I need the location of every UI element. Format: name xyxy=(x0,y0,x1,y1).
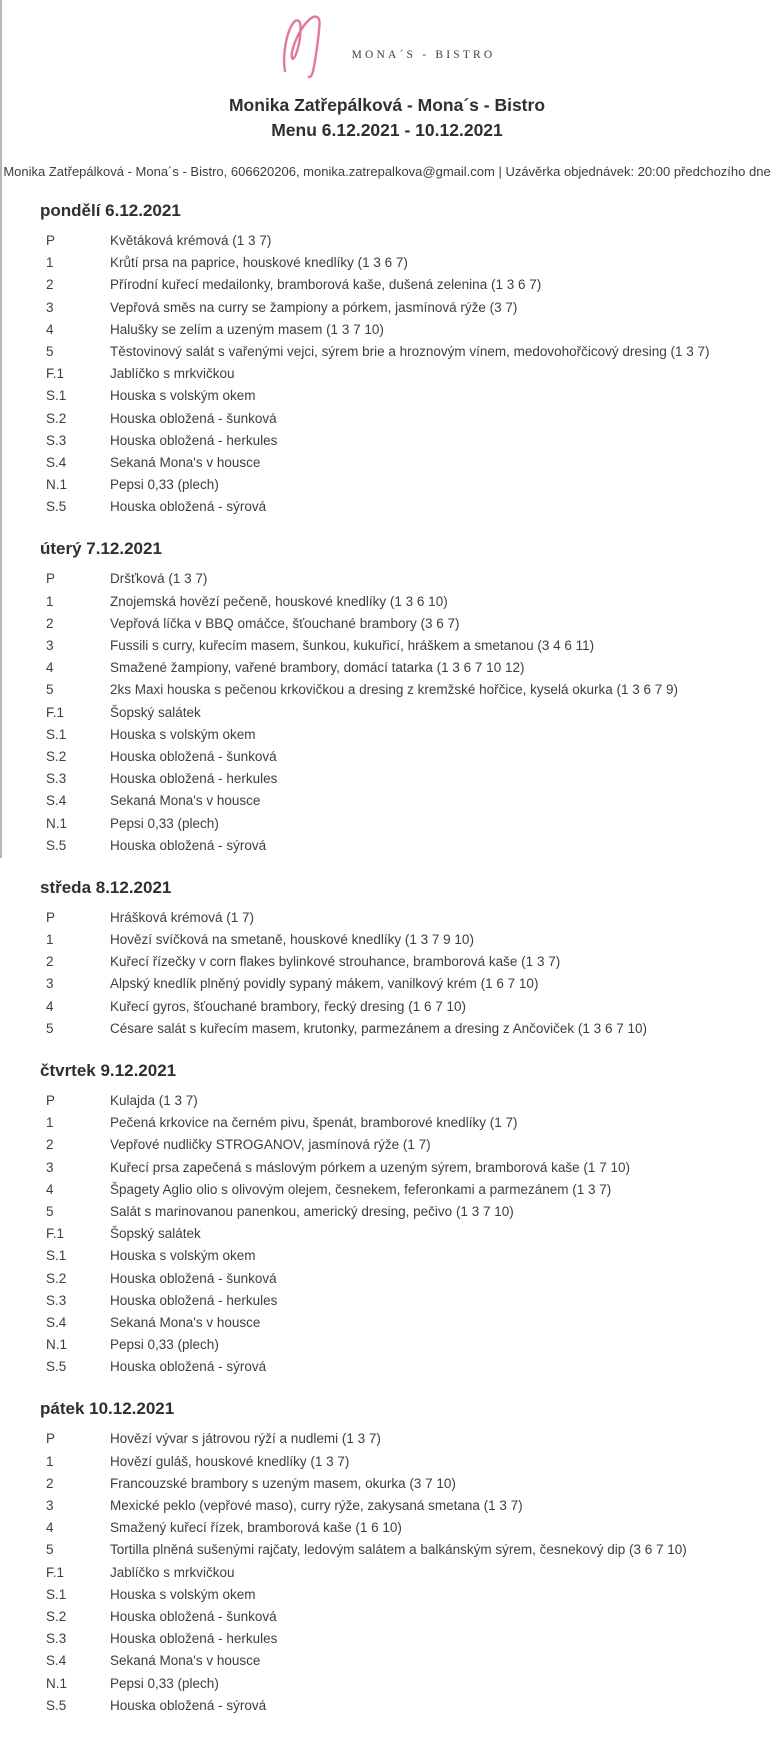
item-code: 5 xyxy=(46,1020,54,1036)
day-heading: čtvrtek 9.12.2021 xyxy=(40,1061,177,1080)
item-code: 3 xyxy=(46,638,54,653)
menu-row xyxy=(46,430,774,452)
item-text: Sekaná Mona's v housce xyxy=(110,1653,261,1669)
menu-row xyxy=(46,591,774,613)
menu-row xyxy=(46,1539,774,1561)
item-text: Houska s volským okem xyxy=(110,726,256,742)
menu-row xyxy=(46,1201,774,1223)
item-text: Hovězí vývar s játrovou rýží a nudlemi (1 3 7) xyxy=(110,1431,381,1447)
menu-row xyxy=(46,996,774,1018)
menu-row xyxy=(46,635,774,657)
item-code: 2 xyxy=(46,1137,54,1153)
item-text: Houska obložená - herkules xyxy=(110,1631,278,1647)
day-rows xyxy=(0,1090,774,1378)
item-text: Sekaná Mona's v housce xyxy=(110,1314,261,1330)
menu-row xyxy=(46,363,774,385)
item-text: Houska obložená - šunková xyxy=(110,748,277,764)
item-code: 4 xyxy=(46,1181,54,1197)
item-code: 3 xyxy=(46,1159,54,1175)
item-text: Květáková krémová (1 3 7) xyxy=(110,233,272,248)
item-text: Houska obložená - sýrová xyxy=(110,1697,267,1713)
item-code: S.5 xyxy=(46,499,67,515)
day-heading: úterý 7.12.2021 xyxy=(40,539,162,559)
header xyxy=(0,0,774,180)
item-text: Houska obložená - sýrová xyxy=(110,1359,267,1375)
item-code: P xyxy=(46,571,56,587)
item-code: S.4 xyxy=(46,1314,67,1330)
item-text: Šopský salátek xyxy=(110,704,201,720)
item-text: Houska obložená - sýrová xyxy=(110,499,267,515)
menu-row xyxy=(46,1312,774,1334)
item-code: 5 xyxy=(46,1542,54,1558)
menu-row xyxy=(46,657,774,679)
menu-row xyxy=(46,790,774,812)
item-text: Houska obložená - šunková xyxy=(110,410,277,426)
menu-row xyxy=(46,835,774,857)
item-code: 2 xyxy=(46,277,54,293)
item-text: Halušky se zelím a uzeným masem (1 3 7 10) xyxy=(110,321,384,337)
menu-row xyxy=(46,1334,774,1356)
item-text: Vepřová směs na curry se žampiony a pórkem, jasmínová rýže (3 7) xyxy=(110,299,518,315)
item-text: Houska s volským okem xyxy=(110,1586,256,1602)
logo-wordmark: MONA´S - BISTRO xyxy=(351,49,496,61)
item-text: Kuřecí gyros, šťouchané brambory, řecký dresing (1 6 7 10) xyxy=(110,998,466,1014)
item-code: 3 xyxy=(46,299,54,315)
menu-row xyxy=(46,1495,774,1517)
day-section xyxy=(0,1398,774,1716)
item-text: Pepsi 0,33 (plech) xyxy=(110,477,219,493)
item-code: P xyxy=(46,1093,56,1108)
item-text: Salát s marinovanou panenkou, americký dresing, pečivo (1 3 7 10) xyxy=(110,1203,514,1219)
menu-row xyxy=(46,1290,774,1312)
item-text: Smažené žampiony, vařené brambory, domácí tatarka (1 3 6 7 10 12) xyxy=(110,660,525,676)
item-text: Alpský knedlík plněný povidly sypaný mákem, vanilkový krém (1 6 7 10) xyxy=(110,976,539,992)
item-code: S.3 xyxy=(46,1292,67,1308)
item-text: Hrášková krémová (1 7) xyxy=(110,909,255,925)
page-title: Monika Zatřepálková - Mona´s - Bistro xyxy=(228,95,546,115)
day-rows xyxy=(0,1428,774,1716)
item-text: Jablíčko s mrkvičkou xyxy=(110,366,235,382)
item-text: Houska obložená - šunková xyxy=(110,1608,277,1624)
contact-line: Monika Zatřepálková - Mona´s - Bistro, 606620206, monika.zatrepalkova@gmail.com | Uzávěrka objednávek: 20:00 předchozího dne xyxy=(3,164,771,179)
menu-row xyxy=(46,474,774,496)
item-code: S.3 xyxy=(46,1631,67,1647)
item-text: Pepsi 0,33 (plech) xyxy=(110,1675,219,1691)
item-text: Vepřová líčka v BBQ omáčce, šťouchané brambory (3 6 7) xyxy=(110,615,460,631)
item-text: Kuřecí řízečky v corn flakes bylinkové strouhance, bramborová kaše (1 3 7) xyxy=(110,954,561,970)
item-code: 1 xyxy=(46,1115,54,1131)
item-text: Hovězí guláš, houskové knedlíky (1 3 7) xyxy=(110,1453,350,1469)
item-code: S.1 xyxy=(46,388,67,404)
item-code: 1 xyxy=(46,932,54,948)
menu-row xyxy=(46,1090,774,1112)
day-rows xyxy=(0,230,774,518)
item-code: N.1 xyxy=(46,1337,68,1353)
menu-row xyxy=(46,907,774,929)
menu-row xyxy=(46,724,774,746)
item-text: Fussili s curry, kuřecím masem, šunkou, kukuřicí, hráškem a smetanou (3 4 6 11) xyxy=(110,638,595,653)
day-section xyxy=(0,538,774,856)
item-code: S.4 xyxy=(46,1653,67,1669)
item-text: Tortilla plněná sušenými rajčaty, ledovým salátem a balkánským sýrem, česnekový dip (3 6 7 10) xyxy=(110,1542,687,1558)
item-text: Francouzské brambory s uzeným masem, okurka (3 7 10) xyxy=(110,1475,456,1491)
item-code: 2 xyxy=(46,615,54,631)
item-code: F.1 xyxy=(46,1226,65,1242)
day-heading: pátek 10.12.2021 xyxy=(40,1399,175,1419)
item-text: Mexické peklo (vepřové maso), curry rýže, zakysaná smetana (1 3 7) xyxy=(110,1498,523,1513)
item-text: Césare salát s kuřecím masem, krutonky, parmezánem a dresing z Ančoviček (1 3 6 7 10) xyxy=(110,1020,647,1036)
item-text: Houska obložená - šunková xyxy=(110,1270,277,1286)
item-code: 5 xyxy=(46,682,54,698)
menu-row xyxy=(46,702,774,724)
menu-row xyxy=(46,230,774,252)
item-text: Houska s volským okem xyxy=(110,388,256,404)
page-subtitle: Menu 6.12.2021 - 10.12.2021 xyxy=(271,120,503,140)
menu-row xyxy=(46,1473,774,1495)
item-code: 1 xyxy=(46,593,54,609)
item-code: 4 xyxy=(46,1520,54,1536)
menu-row xyxy=(46,813,774,835)
menu-row xyxy=(46,1451,774,1473)
menu-row xyxy=(46,1517,774,1539)
menu-row xyxy=(46,385,774,407)
item-text: Těstovinový salát s vařenými vejci, sýrem brie a hroznovým vínem, medovohořčicový dresing (1 3 7) xyxy=(110,343,710,359)
menu-row xyxy=(46,1179,774,1201)
item-code: S.5 xyxy=(46,1697,67,1713)
menu-row xyxy=(46,319,774,341)
day-heading: středa 8.12.2021 xyxy=(40,877,172,897)
item-code: P xyxy=(46,1431,56,1447)
item-code: F.1 xyxy=(46,704,65,720)
day-rows xyxy=(0,907,774,1040)
menu-row xyxy=(46,1673,774,1695)
item-code: S.5 xyxy=(46,837,67,853)
item-text: Sekaná Mona's v housce xyxy=(110,454,261,470)
menu-row xyxy=(46,408,774,430)
menu-row xyxy=(46,1584,774,1606)
item-code: S.3 xyxy=(46,771,67,787)
item-code: S.3 xyxy=(46,432,67,448)
menu-row xyxy=(46,1134,774,1156)
day-section xyxy=(0,877,774,1040)
item-code: S.5 xyxy=(46,1359,67,1375)
item-text: Houska obložená - herkules xyxy=(110,1292,278,1308)
menu-row xyxy=(46,274,774,296)
menu-row xyxy=(46,1562,774,1584)
menu-row xyxy=(46,1628,774,1650)
item-code: F.1 xyxy=(46,366,65,382)
item-text: Šopský salátek xyxy=(110,1226,201,1242)
menu-row xyxy=(46,746,774,768)
item-code: S.2 xyxy=(46,1270,67,1286)
item-code: S.1 xyxy=(46,1586,67,1602)
item-code: P xyxy=(46,909,56,925)
item-text: Sekaná Mona's v housce xyxy=(110,793,261,809)
menu-row xyxy=(46,452,774,474)
item-text: Kuřecí prsa zapečená s máslovým pórkem a uzeným sýrem, bramborová kaše (1 7 10) xyxy=(110,1159,630,1175)
item-code: 1 xyxy=(46,1453,54,1469)
logo xyxy=(0,0,774,79)
item-code: 3 xyxy=(46,1498,54,1513)
item-text: Houska obložená - herkules xyxy=(110,432,278,448)
menu-days xyxy=(0,200,774,1737)
day-rows xyxy=(0,568,774,856)
item-code: F.1 xyxy=(46,1564,65,1580)
item-text: Špagety Aglio olio s olivovým olejem, česnekem, feferonkami a parmezánem (1 3 7) xyxy=(110,1181,612,1197)
item-code: 5 xyxy=(46,1203,54,1219)
menu-row xyxy=(46,496,774,518)
item-text: Vepřové nudličky STROGANOV, jasmínová rýže (1 7) xyxy=(110,1137,431,1153)
menu-row xyxy=(46,1245,774,1267)
menu-row xyxy=(46,679,774,701)
menu-row xyxy=(46,1112,774,1134)
item-text: Kulajda (1 3 7) xyxy=(110,1093,198,1108)
item-code: N.1 xyxy=(46,815,68,831)
menu-row xyxy=(46,613,774,635)
menu-row xyxy=(46,252,774,274)
day-section xyxy=(0,200,774,518)
item-code: S.4 xyxy=(46,793,67,809)
item-text: Dršťková (1 3 7) xyxy=(110,571,208,587)
menu-row xyxy=(46,568,774,590)
item-text: Jablíčko s mrkvičkou xyxy=(110,1564,235,1580)
item-text: Hovězí svíčková na smetaně, houskové knedlíky (1 3 7 9 10) xyxy=(110,932,474,948)
item-code: 2 xyxy=(46,954,54,970)
item-code: S.1 xyxy=(46,1248,67,1264)
item-text: 2ks Maxi houska s pečenou krkovičkou a dresing z kremžské hořčice, kyselá okurka (1 3 6 7 9) xyxy=(110,682,679,698)
item-code: 4 xyxy=(46,660,54,676)
menu-row xyxy=(46,1223,774,1245)
day-section xyxy=(0,1060,774,1378)
window-edge-line xyxy=(0,0,2,858)
item-code: N.1 xyxy=(46,477,68,493)
menu-row xyxy=(46,1650,774,1672)
menu-row xyxy=(46,1606,774,1628)
menu-row xyxy=(46,1695,774,1717)
menu-row xyxy=(46,973,774,995)
item-text: Přírodní kuřecí medailonky, bramborová kaše, dušená zelenina (1 3 6 7) xyxy=(110,277,542,293)
item-text: Pečená krkovice na černém pivu, špenát, bramborové knedlíky (1 7) xyxy=(110,1115,518,1131)
item-code: P xyxy=(46,233,56,248)
menu-row xyxy=(46,341,774,363)
item-text: Pepsi 0,33 (plech) xyxy=(110,1337,219,1353)
mona-script-m-icon xyxy=(279,13,337,79)
item-code: 2 xyxy=(46,1475,54,1491)
menu-row xyxy=(46,1018,774,1040)
menu-row xyxy=(46,1428,774,1450)
item-code: 4 xyxy=(46,998,54,1014)
item-code: N.1 xyxy=(46,1675,68,1691)
item-code: 5 xyxy=(46,343,54,359)
menu-row xyxy=(46,768,774,790)
item-text: Znojemská hovězí pečeně, houskové knedlíky (1 3 6 10) xyxy=(110,593,448,609)
item-code: S.2 xyxy=(46,1608,67,1624)
item-code: S.1 xyxy=(46,726,67,742)
menu-row xyxy=(46,297,774,319)
item-text: Pepsi 0,33 (plech) xyxy=(110,815,219,831)
item-code: 4 xyxy=(46,321,54,337)
item-code: S.4 xyxy=(46,454,67,470)
item-text: Houska s volským okem xyxy=(110,1248,256,1264)
menu-row xyxy=(46,1356,774,1378)
item-code: 1 xyxy=(46,255,54,271)
item-text: Houska obložená - herkules xyxy=(110,771,278,787)
item-text: Houska obložená - sýrová xyxy=(110,837,267,853)
item-text: Smažený kuřecí řízek, bramborová kaše (1 6 10) xyxy=(110,1520,402,1536)
menu-row xyxy=(46,1268,774,1290)
menu-row xyxy=(46,929,774,951)
item-text: Krůtí prsa na paprice, houskové knedlíky (1 3 6 7) xyxy=(110,255,408,271)
item-code: S.2 xyxy=(46,410,67,426)
menu-row xyxy=(46,1157,774,1179)
day-heading: pondělí 6.12.2021 xyxy=(40,201,181,220)
item-code: S.2 xyxy=(46,748,67,764)
menu-row xyxy=(46,951,774,973)
item-code: 3 xyxy=(46,976,54,992)
